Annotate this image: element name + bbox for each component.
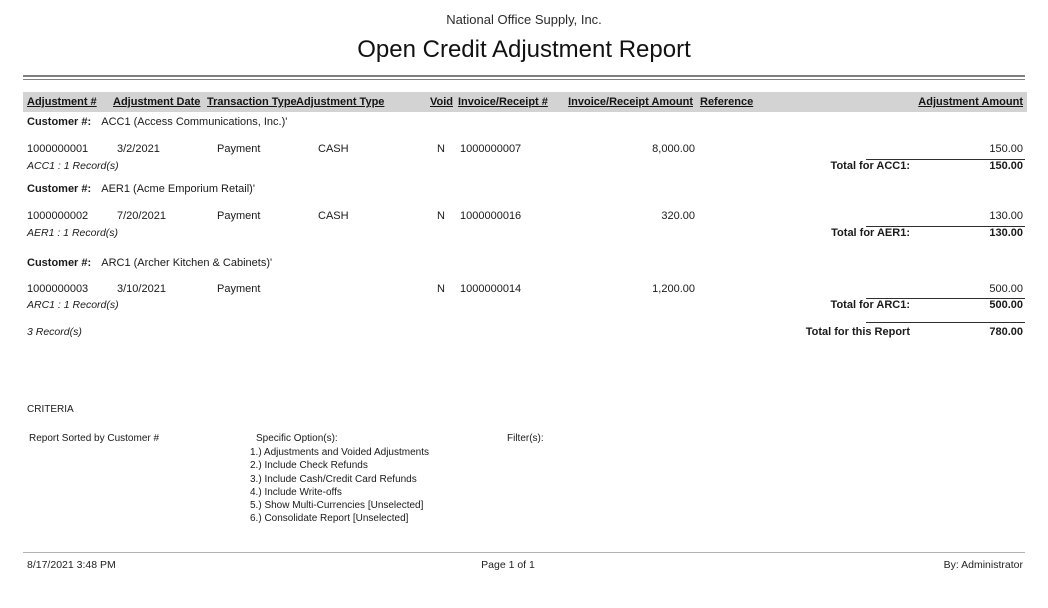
report-total-underline: [866, 322, 1025, 323]
footer-page-number: Page 1 of 1: [481, 559, 535, 571]
customer-number-label: Customer #:: [27, 183, 92, 195]
group-total-value: 150.00: [989, 160, 1023, 172]
criteria-options-list: [250, 446, 429, 526]
group-record-count: ACC1 : 1 Record(s): [27, 160, 119, 172]
cell-adjustment-number: 1000000002: [27, 210, 89, 222]
cell-adjustment-date: 3/2/2021: [117, 143, 160, 155]
cell-invoice-receipt-amount: 320.00: [661, 210, 695, 222]
criteria-option: 6.) Consolidate Report [Unselected]: [250, 513, 409, 525]
col-header-transaction-type: Transaction Type: [207, 96, 297, 108]
group-total-label: Total for ACC1:: [830, 160, 910, 172]
col-header-adjustment-type: Adjustment Type: [296, 96, 385, 108]
customer-number-label: Customer #:: [27, 257, 92, 269]
cell-invoice-receipt-number: 1000000007: [460, 143, 522, 155]
group-total-label: Total for AER1:: [831, 227, 910, 239]
cell-invoice-receipt-amount: 8,000.00: [652, 143, 695, 155]
col-header-adjustment-date: Adjustment Date: [113, 96, 201, 108]
report-record-count: 3 Record(s): [27, 326, 82, 338]
footer-datetime: 8/17/2021 3:48 PM: [27, 559, 116, 571]
criteria-heading: CRITERIA: [27, 404, 74, 415]
group-record-count: ARC1 : 1 Record(s): [27, 299, 119, 311]
cell-adjustment-date: 7/20/2021: [117, 210, 166, 222]
cell-transaction-type: Payment: [217, 143, 261, 155]
col-header-adjustment-amount: Adjustment Amount: [918, 96, 1023, 108]
report-total-value: 780.00: [989, 326, 1023, 338]
cell-adjustment-number: 1000000001: [27, 143, 89, 155]
cell-invoice-receipt-amount: 1,200.00: [652, 283, 695, 295]
criteria-option: 5.) Show Multi-Currencies [Unselected]: [250, 500, 424, 512]
criteria-option: 2.) Include Check Refunds: [250, 460, 368, 472]
col-header-void: Void: [430, 96, 454, 108]
cell-transaction-type: Payment: [217, 283, 261, 295]
group-total-value: 130.00: [989, 227, 1023, 239]
cell-invoice-receipt-number: 1000000014: [460, 283, 522, 295]
column-header-row: [0, 92, 1048, 112]
cell-transaction-type: Payment: [217, 210, 261, 222]
cell-invoice-receipt-number: 1000000016: [460, 210, 522, 222]
customer-group-header: [0, 257, 1048, 270]
title-divider-line: [23, 75, 1025, 80]
report-summary-row: [0, 326, 1048, 339]
criteria-filters-label: Filter(s):: [507, 433, 544, 444]
customer-group-header: [0, 183, 1048, 196]
criteria-option: 4.) Include Write-offs: [250, 486, 342, 498]
customer-group-header: [0, 116, 1048, 129]
footer-printed-by: By: Administrator: [943, 559, 1023, 571]
col-header-adjustment-number: Adjustment #: [27, 96, 97, 108]
cell-adjustment-type: CASH: [318, 143, 349, 155]
customer-name-value: ACC1 (Access Communications, Inc.)': [101, 116, 288, 128]
customer-name-value: ARC1 (Archer Kitchen & Cabinets)': [101, 257, 273, 269]
table-row: [0, 210, 1048, 223]
group-footer: [0, 227, 1048, 240]
customer-name-value: AER1 (Acme Emporium Retail)': [101, 183, 255, 195]
table-row: [0, 143, 1048, 156]
cell-adjustment-number: 1000000003: [27, 283, 89, 295]
group-record-count: AER1 : 1 Record(s): [27, 227, 119, 239]
page-title: Open Credit Adjustment Report: [357, 36, 691, 63]
criteria-option: 3.) Include Cash/Credit Card Refunds: [250, 473, 417, 485]
group-total-value: 500.00: [989, 299, 1023, 311]
cell-void: N: [437, 283, 445, 295]
group-total-label: Total for ARC1:: [830, 299, 910, 311]
criteria-sorted-by: Report Sorted by Customer #: [29, 433, 160, 444]
cell-void: N: [437, 143, 445, 155]
group-footer: [0, 299, 1048, 312]
criteria-option: 1.) Adjustments and Voided Adjustments: [250, 447, 429, 458]
cell-adjustment-amount: 130.00: [989, 210, 1023, 222]
cell-adjustment-type: CASH: [318, 210, 349, 222]
table-row: [0, 283, 1048, 296]
footer-divider-line: [23, 552, 1025, 553]
company-name: National Office Supply, Inc.: [446, 12, 602, 27]
col-header-invoice-receipt-number: Invoice/Receipt #: [458, 96, 548, 108]
cell-void: N: [437, 210, 445, 222]
customer-number-label: Customer #:: [27, 116, 92, 128]
report-total-label: Total for this Report: [805, 326, 910, 338]
cell-adjustment-date: 3/10/2021: [117, 283, 166, 295]
group-footer: [0, 160, 1048, 173]
col-header-reference: Reference: [700, 96, 754, 108]
col-header-invoice-receipt-amount: Invoice/Receipt Amount: [568, 96, 693, 108]
cell-adjustment-amount: 500.00: [989, 283, 1023, 295]
cell-adjustment-amount: 150.00: [989, 143, 1023, 155]
criteria-options-label: Specific Option(s):: [256, 433, 338, 444]
